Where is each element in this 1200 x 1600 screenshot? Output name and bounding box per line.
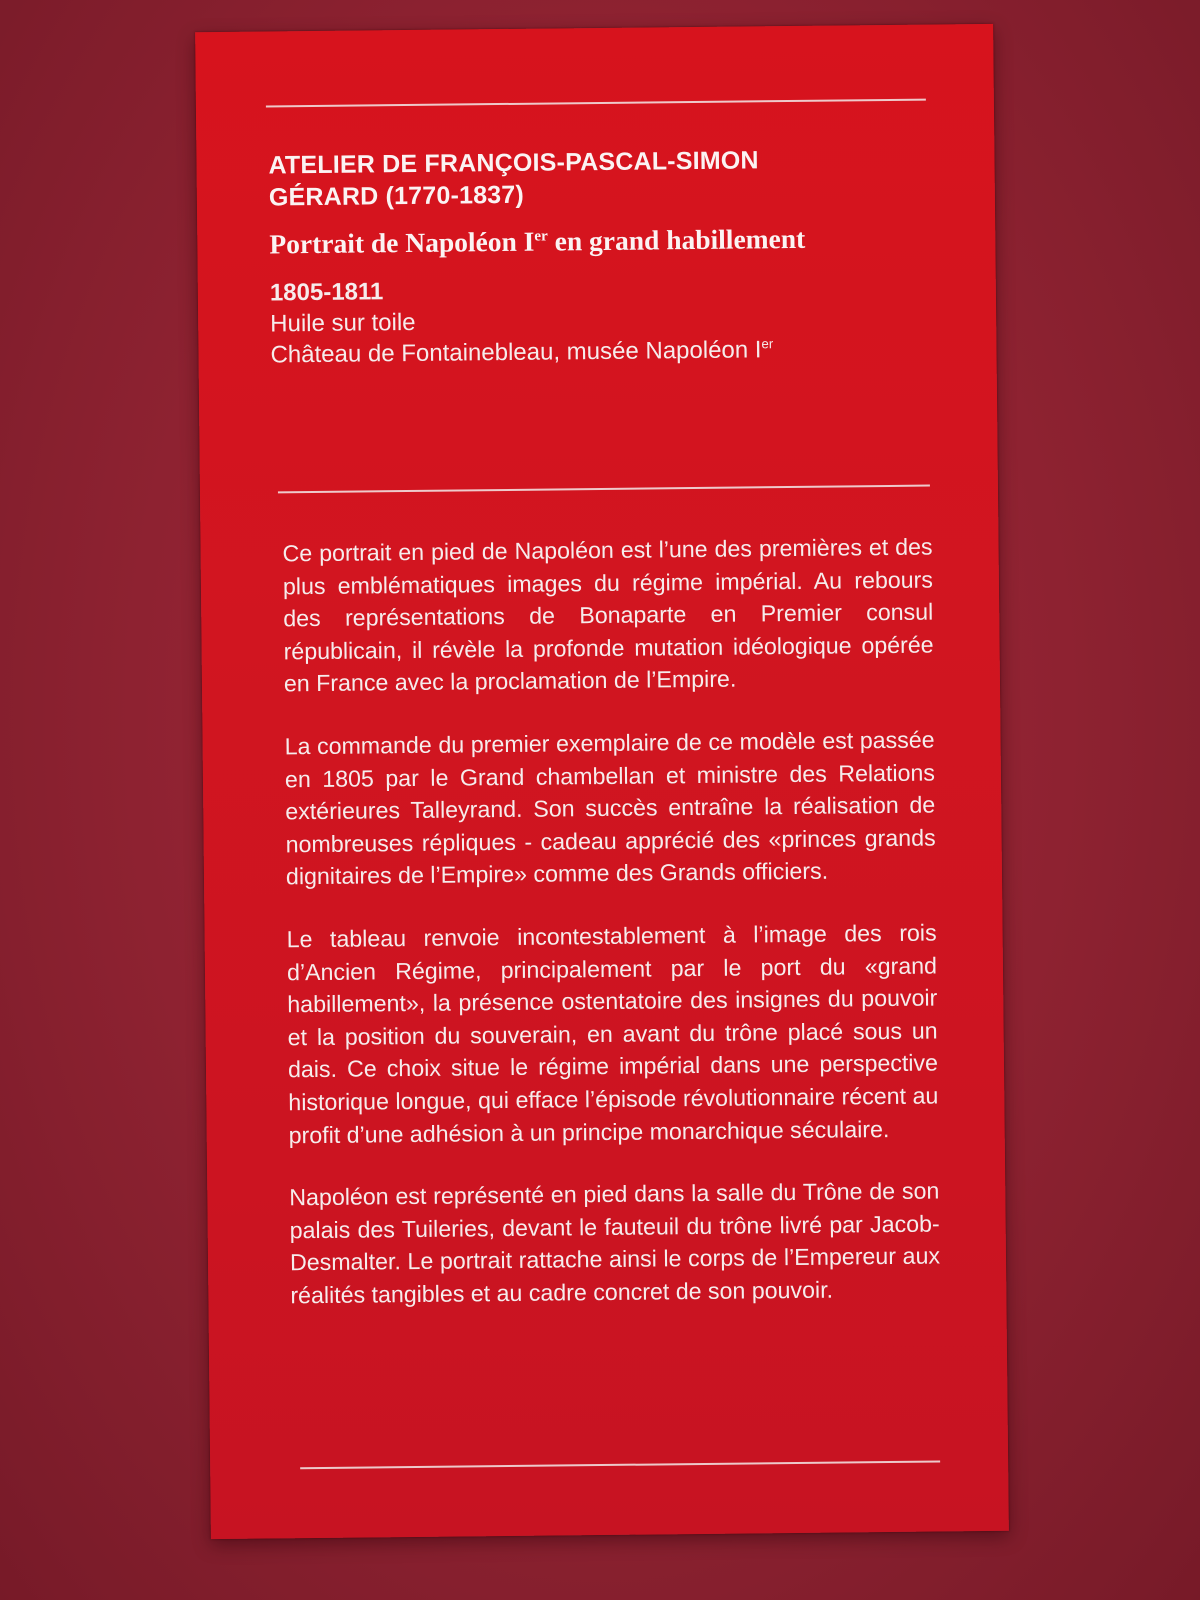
top-divider (266, 99, 926, 108)
middle-divider (278, 485, 930, 494)
artwork-title-rest: en grand habillement (547, 222, 806, 257)
artwork-details (270, 271, 931, 371)
museum-label-panel (195, 24, 1009, 1539)
artwork-title (269, 221, 929, 262)
artist-line-1: ATELIER DE FRANÇOIS-PASCAL-SIMON (268, 146, 759, 180)
description-paragraph-2: La commande du premier exemplaire de ce modèle est passée en 1805 par le Grand chambellan et ministre des Relations extérieures Talleyrand. Son succès entraîne la réalisation de nombreuses répliques - cadeau apprécié des «princes grands dignitaires de l’Empire» comme des Grands officiers. (284, 726, 936, 890)
artwork-title-text: Portrait de Napoléon I (269, 225, 535, 260)
collection-superscript: er (761, 336, 774, 352)
bottom-divider (300, 1460, 940, 1469)
description-paragraph-1: Ce portrait en pied de Napoléon est l’une des premières et des plus emblématiques images du régime impérial. Au rebours des représentations de Bonaparte en Premier consul républicain, il révèle la profonde mutation idéologique opérée en France avec la proclamation de l’Empire. (282, 533, 934, 697)
artwork-date: 1805-1811 (269, 278, 384, 307)
label-header (268, 143, 930, 371)
label-description (282, 531, 940, 1312)
artist-line-2: GÉRARD (1770-1837) (268, 180, 525, 212)
artwork-title-superscript: er (534, 228, 548, 245)
artist-attribution (268, 143, 929, 214)
collection-text: Château de Fontainebleau, musée Napoléon I (270, 336, 762, 369)
description-paragraph-4: Napoléon est représenté en pied dans la salle du Trône de son palais des Tuileries, devant le fauteuil du trône livré par Jacob-Desmalter. Le portrait rattache ainsi le corps de l’Empereur aux réalités tangibles et au cadre concret de son pouvoir. (289, 1177, 941, 1309)
artwork-collection (270, 333, 930, 371)
artwork-medium: Huile sur toile (270, 308, 416, 338)
description-paragraph-3: Le tableau renvoie incontestablement à l’image des rois d’Ancien Régime, principalement par le port du «grand habillement», la présence ostentatoire des insignes du pouvoir et la position du souverain, en avant du trône placé sous un dais. Ce choix situe le régime impérial dans une perspective historique longue, qui efface l’épisode révolutionnaire récent au profit d’une adhésion à un principe monarchique séculaire. (286, 919, 939, 1148)
